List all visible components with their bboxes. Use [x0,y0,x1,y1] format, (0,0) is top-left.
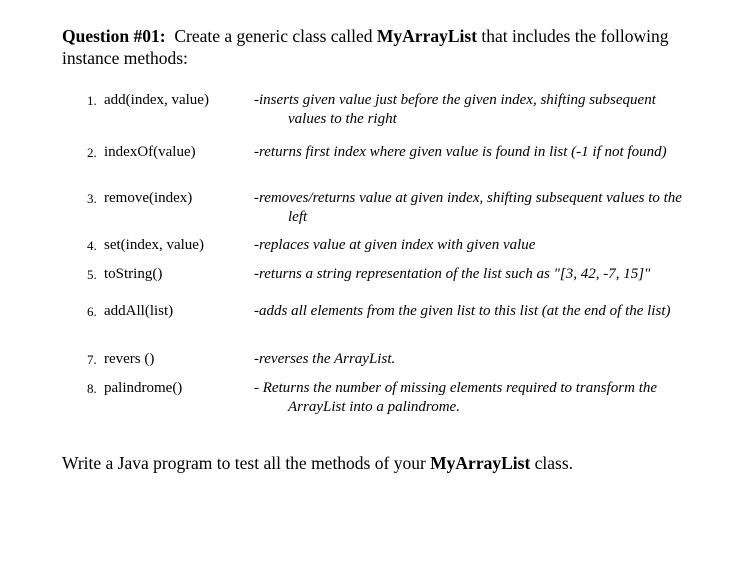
footer-class-name: MyArrayList [430,453,531,473]
method-number: 7. [87,352,97,367]
method-number: 4. [87,238,97,253]
method-name: palindrome() [104,380,183,396]
method-description: -inserts given value just before the given index, shifting subsequent values to the right [254,92,656,127]
footer-text-after: class. [530,453,574,473]
method-name: revers () [104,351,155,367]
method-description: -adds all elements from the given list to this list (at the end of the list) [254,303,671,319]
footer-text-before: Write a Java program to test all the methods of your [62,453,431,473]
method-description: -removes/returns value at given index, shifting subsequent values to the left [254,190,682,225]
method-number: 3. [87,191,97,206]
method-name: addAll(list) [104,303,174,319]
method-name: add(index, value) [104,92,209,108]
method-description: -returns first index where given value is found in list (-1 if not found) [254,144,667,160]
method-name: indexOf(value) [104,144,196,160]
question-class-name: MyArrayList [376,26,478,46]
method-number: 8. [87,381,97,396]
method-description: - Returns the number of missing elements required to transform the ArrayList into a palindrome. [254,380,658,415]
method-name: set(index, value) [104,237,204,253]
footer-instruction [62,452,573,474]
question-text-after: that includes the following instance methods: [62,26,669,68]
method-name: remove(index) [104,190,193,206]
method-number: 5. [87,267,97,282]
method-description: -replaces value at given index with given value [254,237,536,253]
method-number: 2. [87,145,97,160]
question-text-before: Create a generic class called [174,26,377,46]
question-label: Question #01: [62,26,166,46]
question-heading [62,25,702,69]
method-description: -reverses the ArrayList. [254,351,396,367]
document [62,25,702,473]
method-number: 6. [87,304,97,319]
method-description: -returns a string representation of the list such as "[3, 42, -7, 15]" [254,266,651,282]
method-name: toString() [104,266,163,282]
method-number: 1. [87,93,97,108]
